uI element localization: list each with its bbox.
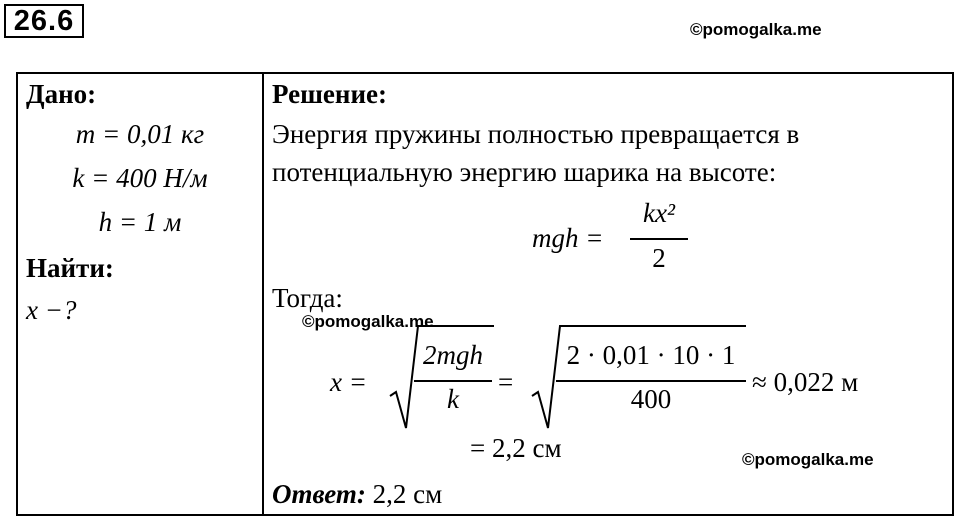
solution-text-line1: Энергия пружины полностью превращается в — [272, 119, 800, 149]
given-stiffness: k = 400 Н/м — [72, 163, 208, 193]
answer-label: Ответ: — [272, 479, 366, 509]
find-item: x −? — [26, 295, 77, 325]
solution-text-line2: потенциальную энергию шарика на высоте: — [272, 157, 777, 187]
formula2-frac1-denominator: k — [447, 384, 459, 414]
then-label: Тогда: — [272, 283, 343, 313]
answer-value: 2,2 см — [372, 479, 443, 509]
formula1-numerator: kx² — [642, 198, 676, 228]
watermark-top: ©pomogalka.me — [690, 20, 822, 39]
sqrt-sign-1 — [388, 322, 496, 434]
formula2-line2: = 2,2 см — [470, 433, 562, 463]
formula2-frac1-numerator: 2mgh — [423, 340, 483, 370]
formula2-frac2-denominator: 400 — [630, 384, 672, 414]
formula2-equals: = — [498, 367, 514, 397]
column-divider — [262, 72, 264, 516]
formula1-fraction-bar — [630, 238, 688, 240]
formula2-lhs: x = — [330, 367, 367, 397]
formula1-denominator: 2 — [652, 243, 666, 273]
formula2-frac2-numerator: 2 · 0,01 · 10 · 1 — [566, 340, 736, 370]
watermark-bottom: ©pomogalka.me — [742, 450, 874, 469]
formula2-frac1-bar — [414, 380, 492, 382]
answer-line — [272, 478, 442, 510]
find-heading: Найти: — [26, 253, 114, 283]
problem-number: 26.6 — [4, 4, 84, 38]
watermark-middle: ©pomogalka.me — [302, 312, 434, 331]
solution-heading: Решение: — [272, 79, 387, 109]
given-height: h = 1 м — [98, 207, 182, 237]
given-mass: m = 0,01 кг — [75, 119, 205, 149]
formula1-lhs: mgh = — [532, 223, 604, 253]
formula2-frac2-bar — [556, 380, 746, 382]
given-heading: Дано: — [26, 79, 97, 109]
sqrt-sign-2 — [530, 322, 750, 434]
formula2-result: ≈ 0,022 м — [752, 367, 859, 397]
